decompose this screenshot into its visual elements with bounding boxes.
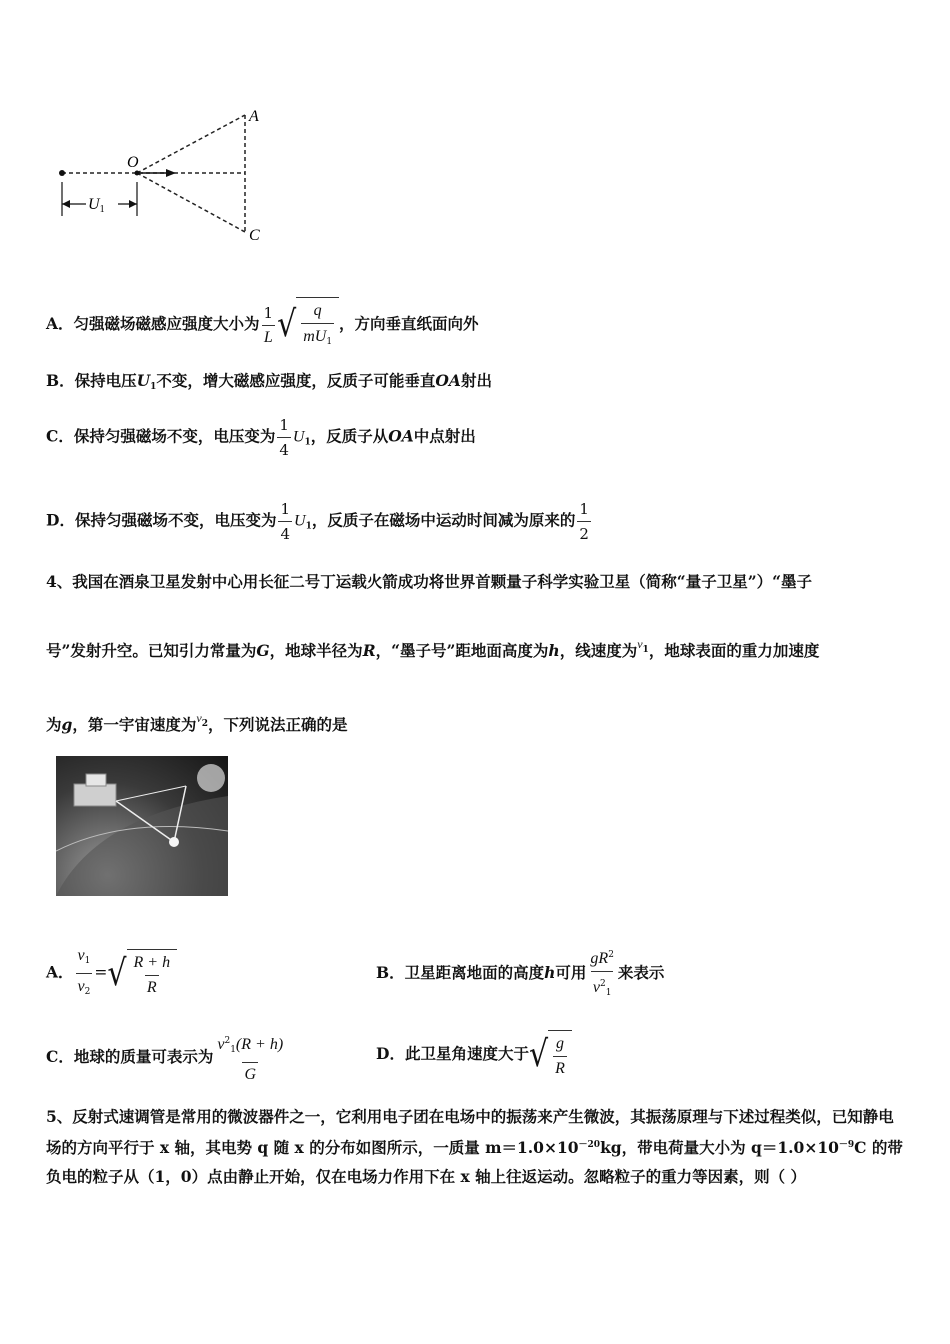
- velocity-arrowhead: [166, 169, 176, 177]
- q3-d-fraction-2: $\frac{1}{2}$: [579, 500, 589, 543]
- q4-option-b: B．卫星距离地面的高度h可用 $\frac{gR^2}{v^2_1}$ 来表示: [376, 944, 664, 1004]
- voltage-arrow-right: [129, 200, 137, 208]
- start-point: [59, 170, 65, 176]
- q4-b-fraction: $\frac{gR^2}{v^2_1}$: [588, 944, 616, 1004]
- dashed-line-OC: [137, 173, 245, 232]
- q4-stem-line-3: 为g，第一宇宙速度为$^{v2}$，下列说法正确的是: [46, 711, 348, 734]
- voltage-arrow-left: [62, 200, 70, 208]
- satellite-photo: [56, 756, 228, 896]
- q4-option-a: A． $\frac{v_1}{v_2}$ = √ $\frac{R + h}{R}$: [46, 944, 177, 1003]
- q3-option-d: D．保持匀强磁场不变，电压变为 $\frac{1}{4}$ $U_1$，反质子在磁场中运动时间减为原来的 $\frac{1}{2}$: [46, 500, 589, 543]
- label-A: A: [249, 108, 259, 125]
- dashed-line-OA: [137, 115, 245, 173]
- q3-d-fraction: $\frac{1}{4}$: [280, 500, 290, 543]
- q3-option-c: C．保持匀强磁场不变，电压变为 $\frac{1}{4}$ $U_1$，反质子从OA中点射出: [46, 416, 476, 459]
- q4-c-fraction: $\frac{v^2_1(R + h)}{G}$: [215, 1030, 285, 1086]
- label-U1: U1: [88, 196, 105, 215]
- q3-a-sqrt: √ $\frac{q}{mU_1}$: [277, 297, 339, 353]
- q3-a-suffix: ，方向垂直纸面向外: [339, 314, 479, 333]
- label-O: O: [127, 154, 139, 171]
- q3-c-fraction: $\frac{1}{4}$: [279, 416, 289, 459]
- q4-stem-line-2: 号”发射升空。已知引力常量为G，地球半径为R，“墨子号”距地面高度为h，线速度为$^{v1}$，地球表面的重力加速度: [46, 637, 820, 660]
- satellite-illustration: [56, 756, 228, 896]
- q3-option-a: [46, 297, 479, 353]
- q4-option-c: C．地球的质量可表示为 $\frac{v^2_1(R + h)}{G}$: [46, 1030, 287, 1086]
- q5-paragraph: 5、反射式速调管是常用的微波器件之一，它利用电子团在电场中的振荡来产生微波，其振荡原理与下述过程类似，已知静电场的方向平行于 x 轴，其电势 q 随 x 的分布如图所示，一质量 $m=1.0\times 10^{-20}kg$，带电荷量大小为 $q=1.0\times 10^{-9}C$ 的带负电的粒子从（1，0）点由静止开始，仅在电场力作用下在 x 轴上往返运动。忽略粒子的重力等因素，则（ ）: [46, 1107, 903, 1186]
- field-diagram: [40, 100, 280, 250]
- q4-a-sqrt: √ $\frac{R + h}{R}$: [107, 949, 177, 999]
- q4-stem-line-1: 4、我国在酒泉卫星发射中心用长征二号丁运载火箭成功将世界首颗量子科学实验卫星（简称“量子卫星”）“墨子: [46, 572, 813, 591]
- label-C: C: [249, 227, 260, 244]
- q3-a-prefix: A．匀强磁场磁感应强度大小为: [46, 314, 260, 333]
- q3-a-fraction: $\frac{1}{L}$: [262, 302, 276, 349]
- q4-option-d: D．此卫星角速度大于 √ $\frac{g}{R}$: [376, 1030, 572, 1080]
- q4-a-fraction: $\frac{v_1}{v_2}$: [76, 944, 93, 1003]
- q4-d-sqrt: √ $\frac{g}{R}$: [529, 1030, 572, 1080]
- q3-option-b: B．保持电压$U_1$不变，增大磁感应强度，反质子可能垂直OA射出: [46, 371, 492, 392]
